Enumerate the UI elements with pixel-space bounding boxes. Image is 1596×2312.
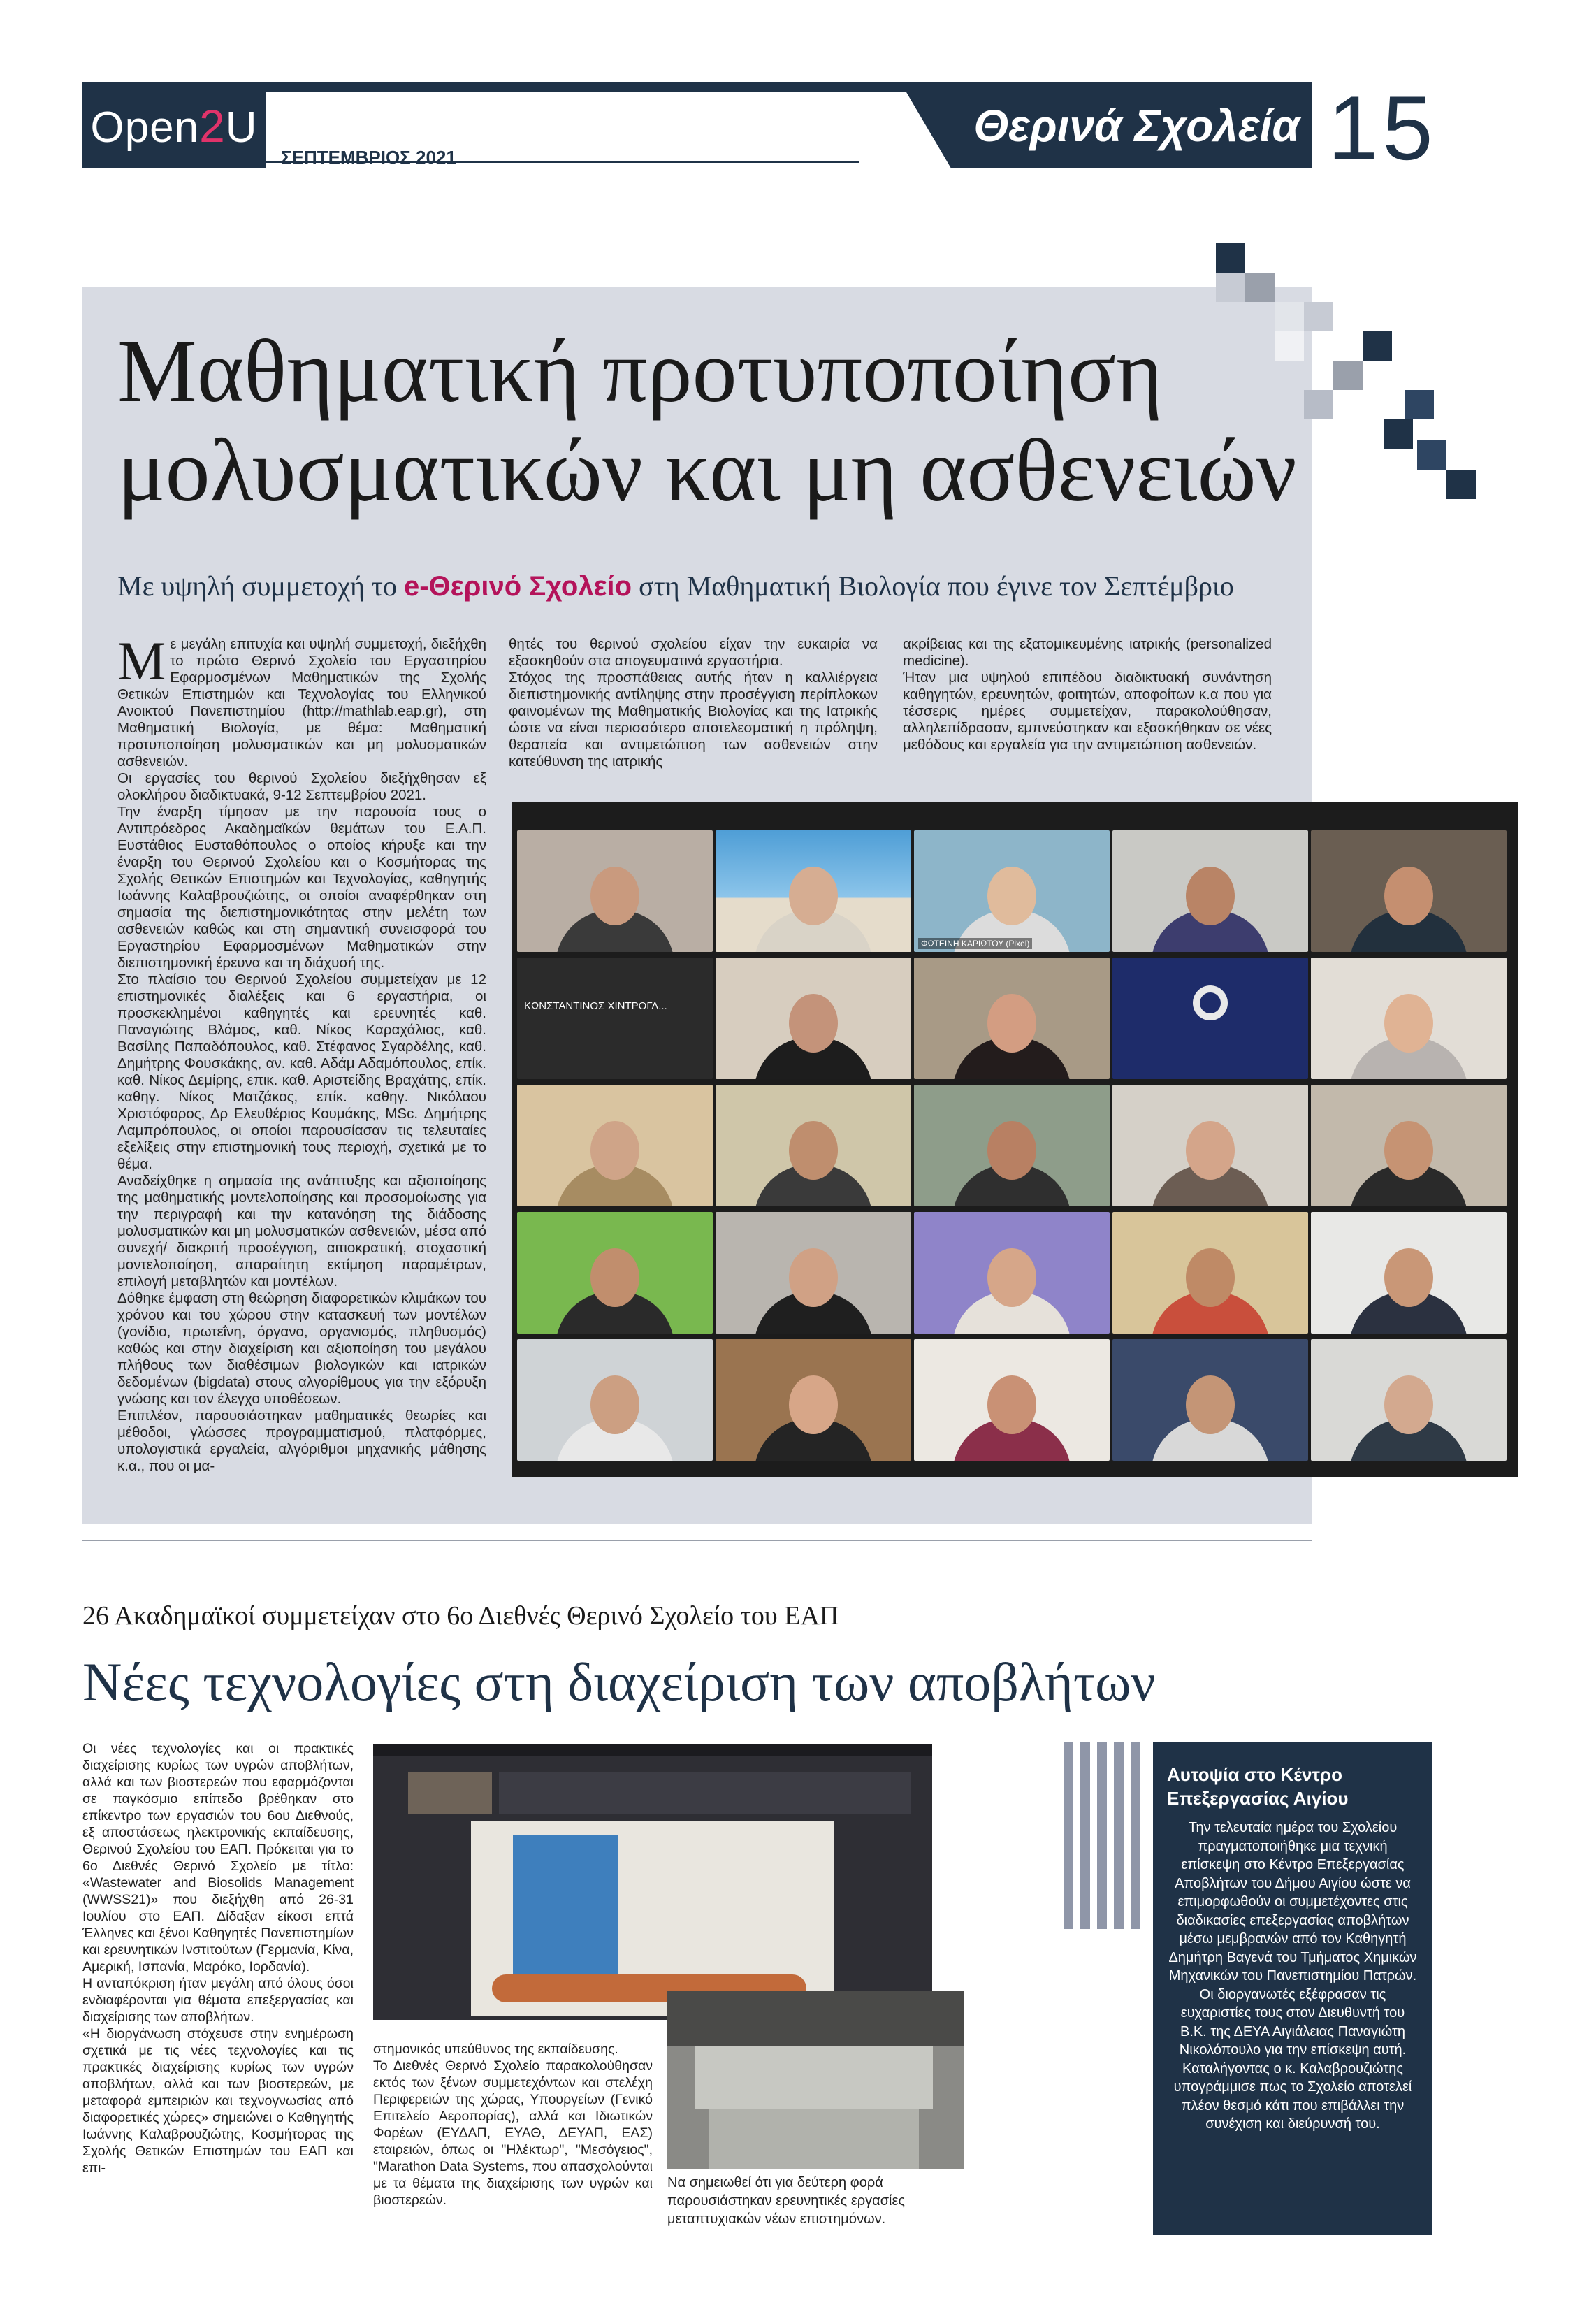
paragraph: Η ανταπόκριση ήταν μεγάλη από όλους όσοι ενδιαφέρονται για θέματα επεξεργασίας και διαχείρισης των αποβλήτων. [82, 1976, 354, 2025]
article2-column-2 [373, 2041, 653, 2209]
subtitle-text: Με υψηλή συμμετοχή το [117, 570, 404, 602]
participant-tile [1112, 830, 1308, 952]
article2-column-1 [82, 1740, 354, 2176]
participant-tile [1311, 1085, 1507, 1206]
paragraph: Οι νέες τεχνολογίες και οι πρακτικές διαχείρισης κυρίως των υγρών αποβλήτων, αλλά και των βιοστερεών που εφαρμόζονται σε παγκόσμιο επίπεδο βρέθηκαν στο επίκεντρο των εργασιών του 6ου Διεθνούς, εξ αποστάσεως ηλεκτρονικής εκπαίδευσης, Θερινού Σχολείου του ΕΑΠ. Πρόκειται για το 6ο Διεθνές Θερινό Σχολείο με τίτλο: «Wastewater and Biosolids Management (WWSS21)» που διεξήχθη από 26-31 Ιουλίου στο ΕΑΠ. Δίδαξαν είκοσι επτά Έλληνες και ξένοι Καθηγητές Πανεπιστημίων και ερευνητικών Ινστιτούτων (Γερμανία, Κίνα, Αμερική, Ισπανία, Μαρόκο, Ιορδανία). [82, 1741, 354, 1974]
participant-tile [716, 1339, 911, 1461]
poster [513, 1835, 618, 1974]
sidebar-body: Την τελευταία ημέρα του Σχολείου πραγματοποιήθηκε μια τεχνική επίσκεψη στο Κέντρο Επεξεργασίας Αποβλήτων του Δήμου Αιγίου ώστε να επιμορφωθούν οι συμμετέχοντες στις διαδικασίες επεξεργασίας αποβλήτων μέσω μεμβρανών από τον Καθηγητή Δημήτρη Βαγενά του Τμήματος Χημικών Μηχανικών του Πανεπιστημίου Πατρών. Οι διοργανωτές εξέφρασαν τις ευχαριστίες τους στον Διευθυντή του Β.Κ. της ΔΕΥΑ Αιγιάλειας Παναγιώτη Νικολόπουλο για την επίσκεψη αυτή. Καταλήγοντας ο κ. Καλαβρουζιώτης υπογράμμισε πως το Σχολείο αποτελεί πλέον θεσμό κάτι που επιβάλλει την συνέχιση και διεύρυνσή του. [1168, 1820, 1417, 2132]
sidebar-box [1153, 1742, 1432, 2235]
participant-tile [914, 830, 1110, 952]
pixel-block [1216, 243, 1245, 273]
participant-name-label: ΦΩΤΕΙΝΗ ΚΑΡΙΩΤΟΥ (Pixel) [918, 938, 1032, 949]
photo-caption: Να σημειωθεί ότι για δεύτερη φορά παρουσιάστηκαν ερευνητικές εργασίες μεταπτυχιακών νέων επιστημόνων. [667, 2175, 906, 2227]
stripes-decoration [1064, 1742, 1142, 1929]
participant-tile [914, 1085, 1110, 1206]
stripe [1114, 1742, 1124, 1929]
participant-tile [716, 958, 911, 1079]
paragraph: θητές του θερινού σχολείου είχαν την ευκαιρία να εξασκηθούν στα απογευματινά εργαστήρια. [509, 636, 878, 669]
participant-tile [517, 1212, 713, 1334]
participant-strip [499, 1772, 911, 1814]
stripe [1131, 1742, 1140, 1929]
subtitle-text: στη Μαθηματική Βιολογία που έγινε τον Σεπτέμβριο [632, 570, 1234, 602]
participant-tile [1311, 1212, 1507, 1334]
video-conference-photo [512, 802, 1518, 1477]
participant-tile [1311, 830, 1507, 952]
webinar-toolbar [373, 1744, 932, 1756]
issue-date: ΣΕΠΤΕΜΒΡΙΟΣ 2021 [281, 147, 456, 168]
article1-column-3 [903, 636, 1272, 753]
participant-tile [517, 830, 713, 952]
participant-tile [1112, 1339, 1308, 1461]
drop-cap: Μ [117, 630, 166, 691]
sidebar-title: Αυτοψία στο Κέντρο Επεξεργασίας Αιγίου [1167, 1764, 1349, 1809]
participant-tile [914, 958, 1110, 1079]
participant-tile [914, 1339, 1110, 1461]
participant-tile [1311, 958, 1507, 1079]
paragraph: Το Διεθνές Θερινό Σχολείο παρακολούθησαν εκτός των ξένων συμμετεχόντων και στελέχη Περιφερειών της χώρας, Υπουργείων (Γενικό Επιτελείο Αεροπορίας), αλλά και Ιδιωτικών Φορέων (ΕΥΔΑΠ, ΕΥΑΘ, ΔΕΥΑΠ, ΕΑΣ) εταιρειών, όπως οι "Hλέκτωρ", "Μεσόγειος", "Marathon Data Systems, που απασχολούνται με τα θέματα της διαχείρισης των υγρών και βιοστερεών. [373, 2058, 653, 2208]
article1-column-2 [509, 636, 878, 770]
paragraph: ακρίβειας και της εξατομικευμένης ιατρικής (personalized medicine). [903, 636, 1272, 669]
article1-subtitle [117, 570, 1305, 602]
participant-tile [517, 1339, 713, 1461]
headline-line-2: μολυσματικών και μη ασθενειών [117, 421, 1297, 520]
participant-tile [1311, 1339, 1507, 1461]
subtitle-highlight: e-Θερινό Σχολείο [403, 571, 632, 602]
paragraph: Δόθηκε έμφαση στη θεώρηση διαφορετικών κλιμάκων του χρόνου και του χώρου στην κατασκευή των μοντέλων (γονίδιο, πρωτεΐνη, όργανο, οργανισμός, πληθυσμός) καθώς και στην διαχείριση και αξιοποίηση του μεγάλου πλήθους των διαθέσιμων βιολογικών και ιατρικών δεδομένων (bigdata) στους αλγορίθμους για την εξόρυξη γνώσης και τον έλεγχο υποθέσεων. [117, 1290, 486, 1407]
pixel-block [1363, 331, 1392, 361]
presenter-thumbnail [408, 1772, 492, 1814]
paragraph: Επιπλέον, παρουσιάστηκαν μαθηματικές θεωρίες και μέθοδοι, γλώσσες προγραμματισμού, πλατφόρμες, υπολογιστικά εργαλεία, αλγόριθμοι μηχανικής μάθησης κ.α., που οι μα- [117, 1408, 486, 1474]
open2u-logo [82, 84, 266, 168]
headline-line-1: Μαθηματική προτυποποίηση [117, 321, 1163, 421]
obs-logo-icon-inner [1200, 992, 1221, 1013]
pixel-block [1333, 361, 1363, 390]
pixel-block [1446, 470, 1476, 499]
pixel-block [1304, 390, 1333, 419]
paragraph: Ήταν μια υψηλού επιπέδου διαδικτυακή συνάντηση καθηγητών, ερευνητών, φοιτητών, αποφοίτων κ.α που για τέσσερις ημέρες συμμετείχαν, παρακολούθησαν, αλληλεπίδρασαν, εμπνεύστηκαν και εξασκήθηκαν σε νέες μεθόδους και εργαλεία για την αντιμετώπιση ασθενειών. [903, 670, 1272, 753]
participant-name-only-tile [517, 958, 713, 1079]
wastewater-membrane-photo [667, 1991, 964, 2169]
article-divider [82, 1540, 1312, 1541]
webinar-screenshot-photo [373, 1744, 932, 2020]
participant-tile [716, 830, 911, 952]
article2-kicker: 26 Ακαδημαϊκοί συμμετείχαν στο 6ο Διεθνές Θερινό Σχολείο του ΕΑΠ [82, 1601, 839, 1631]
pixel-block [1405, 390, 1434, 419]
article1-column-1 [117, 630, 486, 1475]
logo-text-open: Open [90, 103, 200, 152]
paragraph: «Η διοργάνωση στόχευσε στην ενημέρωση σχετικά με τις νέες τεχνολογίες και τις πρακτικές διαχείρισης κυρίως των υγρών αποβλήτων, αλλά και των βιοστερεών, με μεταφορά εμπειριών και τεχνογνωσίας από διαφορετικές χώρες» σημειώνει ο Καθηγητής Ιωάννης Καλαβρουζιώτης, Κοσμήτορας της Σχολής Θετικών Επιστημών του ΕΑΠ και επι- [82, 2026, 354, 2176]
photo-dark-band [667, 1991, 964, 2046]
paragraph: Οι εργασίες του θερινού Σχολείου διεξήχθησαν εξ ολοκλήρου διαδικτυακά, 9-12 Σεπτεμβρίου 2021. [117, 770, 486, 803]
participant-tile [1112, 1212, 1308, 1334]
participant-name-label: ΚΩΝΣΤΑΝΤΙΝΟΣ ΧΙΝΤΡΟΓΛ... [524, 1000, 667, 1012]
photo-water-flow [695, 2046, 933, 2109]
stripe [1080, 1742, 1090, 1929]
participant-tile [716, 1085, 911, 1206]
paragraph: Στόχος της προσπάθειας αυτής ήταν η καλλιέργεια διεπιστημονικής αντίληψης στην προσέγγιση περίπλοκων φαινομένων της Μαθηματικής Βιολογίας και της Ιατρικής ώστε να είναι περισσότερο αποτελεσματική η πρόληψη, θεραπεία και αντιμετώπιση των ασθενειών στην κατεύθυνση της ιατρικής [509, 670, 878, 770]
participant-tile [716, 1212, 911, 1334]
obs-camera-tile [1112, 958, 1308, 1079]
pixel-block [1245, 273, 1275, 302]
page-number: 15 [1328, 77, 1437, 179]
pixel-block [1384, 419, 1413, 449]
article1-headline [117, 321, 1305, 520]
article2-headline: Νέες τεχνολογίες στη διαχείριση των αποβλήτων [82, 1652, 1156, 1712]
paragraph: στημονικός υπεύθυνος της εκπαίδευσης. [373, 2042, 618, 2057]
pixel-block [1304, 302, 1333, 331]
participant-tile [1112, 1085, 1308, 1206]
pixel-block [1216, 273, 1245, 302]
logo-text-2: 2 [199, 100, 226, 152]
paragraph: Αναδείχθηκε η σημασία της ανάπτυξης και αξιοποίησης της μαθηματικής μοντελοποίησης και προσομοίωσης για την περιγραφή και την κατανόηση της διάδοσης μολυσματικών και μη μολυσματικών ασθενειών, μέσα από συνεχή/ διακριτή προσέγγιση, αιτιοκρατική, στοχαστική μοντελοποίηση, απαραίτητη εκτίμηση παραμέτρων, επιλογή μεταβλητών και μοντέλων. [117, 1173, 486, 1289]
participant-tile [914, 1212, 1110, 1334]
paragraph: Στο πλαίσιο του Θερινού Σχολείου συμμετείχαν με 12 επιστημονικές διαλέξεις και 6 εργαστήρια, οι προσκεκλημένοι καθηγητές και ερευνητές καθ. Παναγιώτης Βλάμος, καθ. Νίκος Καραχάλιος, καθ. Βασίλης Παπαδόπουλος, καθ. Στέφανος Σγαρδέλης, καθ. Δημήτρης Φουσκάκης, αν. καθ. Αδάμ Αδαμόπουλος, επίκ. καθ. Νίκος Δεμίρης, επικ. καθ. Αριστείδης Βραχάτης, επίκ. καθηγ. Νίκος Ματζάκος, επίκ. καθηγ. Νικόλαου Χριστόφορος, Δρ Ελευθέριος Κουμάκης, MSc. Δημήτρης Λαμπρόπουλος, οι οποίοι παρουσίασαν τις τελευταίες εξελίξεις στην επιστημονική τους περιοχή, σχετικά με το θέμα. [117, 971, 486, 1172]
photo-foam [709, 2109, 919, 2169]
participant-tile [517, 1085, 713, 1206]
stripe [1097, 1742, 1107, 1929]
section-label: Θερινά Σχολεία [973, 101, 1300, 151]
paragraph: Την έναρξη τίμησαν με την παρουσία τους ο Αντιπρόεδρος Ακαδημαϊκών θεμάτων του Ε.Α.Π. Ευστάθιος Ευσταθόπουλος ο οποίος κήρυξε και την έναρξη του Θερινού Σχολείου και ο Κοσμήτορας της Σχολής Θετικών Επιστημών και Τεχνολογίας, καθηγητής Ιωάννης Καλαβρουζιώτης, οι οποίοι αναφέρθηκαν στη σημασία της διεπιστημονικότητας στην μελέτη των ασθενειών καθώς και στη σημαντική συνεισφορά του Εργαστηρίου Εφαρμοσμένων Μαθηματικών στην διεπιστημονική έρευνα και τη διάχυσή της. [117, 804, 486, 971]
stripe [1064, 1742, 1073, 1929]
paragraph: ε μεγάλη επιτυχία και υψηλή συμμετοχή, διεξήχθη το πρώτο Θερινό Σχολείο του Εργαστηρίου Εφαρμοσμένων Μαθηματικών της Σχολής Θετικών Επιστημών και Τεχνολογίας του Ελληνικού Ανοικτού Πανεπιστημίου (http://mathlab.eap.gr), στη Μαθηματική Βιολογία, με θέμα: Μαθηματική προτυποποίηση μολυσματικών και μη μολυσματικών ασθενειών. [117, 636, 486, 770]
pixel-block [1417, 440, 1446, 470]
logo-text-u: U [225, 103, 258, 152]
